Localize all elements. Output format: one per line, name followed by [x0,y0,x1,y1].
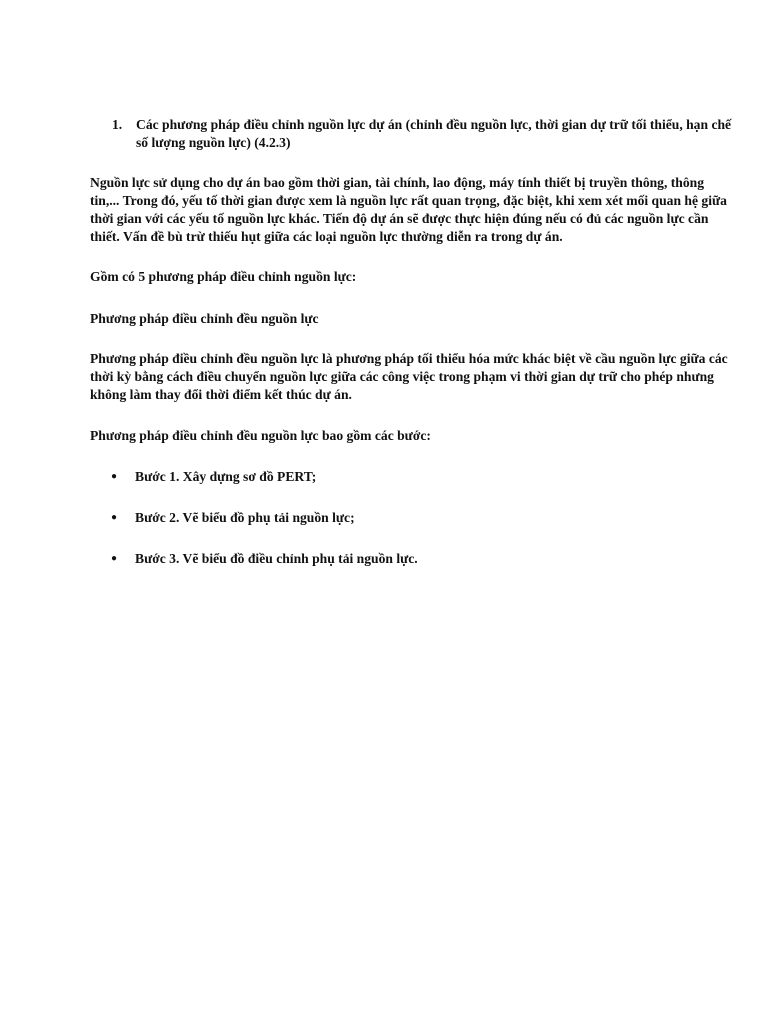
list-item [111,468,711,486]
list-item [111,509,711,527]
method-heading: Phương pháp điều chỉnh đều nguồn lực [90,311,319,326]
bullet-icon: ● [111,471,118,482]
method-description-paragraph: Phương pháp điều chỉnh đều nguồn lực là phương pháp tối thiểu hóa mức khác biệt về cầu nguồn lực giữa các thời kỳ bằng cách điều chuyển nguồn lực giữa các công việc trong phạm vi thời gian dự trữ cho phép nhưng không làm thay đổi thời điểm kết thúc dự án. [90,351,728,402]
bullet-icon: ● [111,512,118,523]
bullet-icon: ● [111,553,118,564]
step-text: Bước 2. Vẽ biểu đồ phụ tải nguồn lực; [135,510,355,525]
numbered-heading [112,116,742,152]
list-number: 1. [112,117,123,132]
methods-count-paragraph: Gồm có 5 phương pháp điều chỉnh nguồn lực: [90,269,357,284]
intro-paragraph: Nguồn lực sử dụng cho dự án bao gồm thời gian, tài chính, lao động, máy tính thiết bị truyền thông, thông tin,... Trong đó, yếu tố thời gian được xem là nguồn lực rất quan trọng, đặc biệt, khi xem xét mối quan hệ giữa thời gian với các yếu tố nguồn lực khác. Tiến độ dự án sẽ được thực hiện đúng nếu có đủ các nguồn lực cần thiết. Vấn đề bù trừ thiếu hụt giữa các loại nguồn lực thường diễn ra trong dự án. [90,175,727,244]
steps-intro-paragraph: Phương pháp điều chỉnh đều nguồn lực bao gồm các bước: [90,428,431,443]
list-item [111,550,711,568]
step-text: Bước 1. Xây dựng sơ đồ PERT; [135,469,317,484]
numbered-heading-text: Các phương pháp điều chỉnh nguồn lực dự án (chỉnh đều nguồn lực, thời gian dự trữ tối thiểu, hạn chế số lượng nguồn lực) (4.2.3) [136,117,732,150]
step-text: Bước 3. Vẽ biểu đồ điều chỉnh phụ tải nguồn lực. [135,551,418,566]
